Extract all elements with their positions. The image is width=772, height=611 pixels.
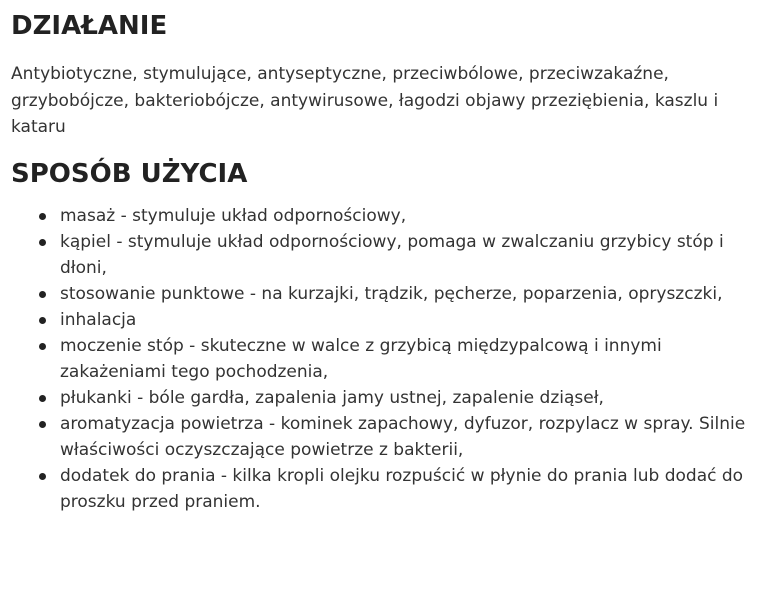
usage-item-massage: masaż - stymuluje układ odpornościowy, — [60, 203, 760, 229]
usage-item-inhalation: inhalacja — [60, 307, 760, 333]
usage-item-foot-soak: moczenie stóp - skuteczne w walce z grzybicą międzypalcową i innymi zakażeniami tego pochodzenia, — [60, 333, 760, 385]
action-section — [11, 0, 762, 141]
usage-item-bath: kąpiel - stymuluje układ odpornościowy, pomaga w zwalczaniu grzybicy stóp i dłoni, — [60, 229, 760, 281]
usage-item-rinse: płukanki - bóle gardła, zapalenia jamy ustnej, zapalenie dziąseł, — [60, 385, 760, 411]
usage-section — [11, 141, 762, 515]
usage-heading: SPOSÓB UŻYCIA — [11, 158, 248, 189]
action-description: Antybiotyczne, stymulujące, antyseptyczne, przeciwbólowe, przeciwzakaźne, grzybobójcze, bakteriobójcze, antywirusowe, łagodzi objawy przeziębienia, kaszlu i kataru — [11, 64, 719, 137]
usage-item-air-aromatization: aromatyzacja powietrza - kominek zapachowy, dyfuzor, rozpylacz w spray. Silnie właściwości oczyszczające powietrze z bakterii, — [60, 411, 760, 463]
action-heading: DZIAŁANIE — [11, 11, 168, 41]
usage-list — [11, 203, 762, 515]
usage-item-laundry-additive: dodatek do prania - kilka kropli olejku rozpuścić w płynie do prania lub dodać do proszku przed praniem. — [60, 463, 760, 515]
usage-item-spot-application: stosowanie punktowe - na kurzajki, trądzik, pęcherze, poparzenia, opryszczki, — [60, 281, 760, 307]
